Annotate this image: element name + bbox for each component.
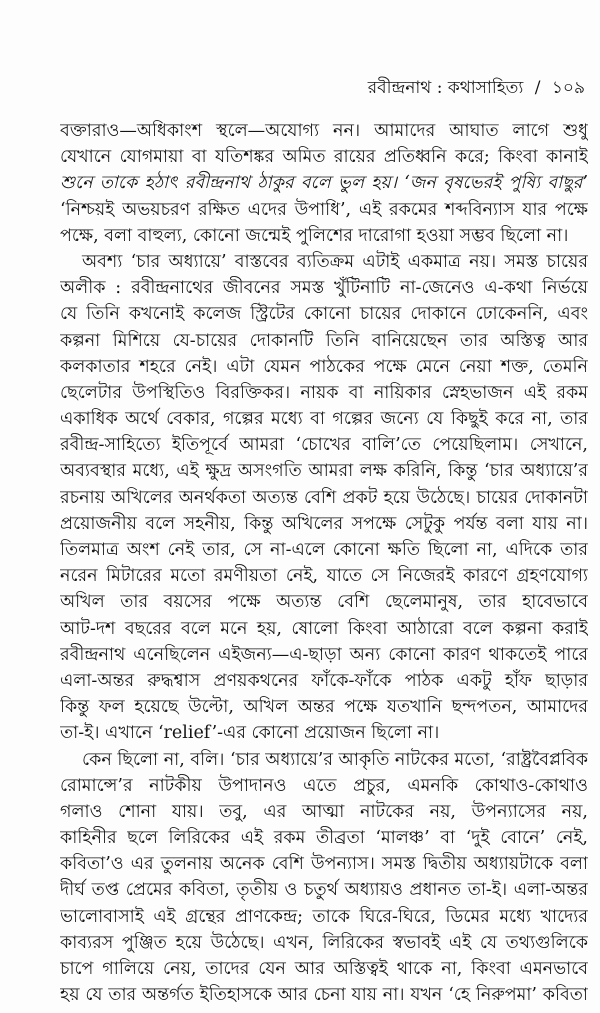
paragraph <box>60 249 588 747</box>
text-line: বক্তারাও—অধিকাংশ স্থলে—অযোগ্য নন। আমাদের আঘাত লাগে শুধু <box>60 121 588 141</box>
text-line: ভালোবাসাই এই গ্রন্থের প্রাণকেন্দ্র; তাকে ঘিরে-ঘিরে, ডিমের মধ্যে খাদ্যের <box>60 906 588 927</box>
text-line: কাব্যরস পুঞ্জিত হয়ে উঠেছে। এখন, লিরিকের স্বভাবই এই যে তথ্যগুলিকে <box>60 932 588 953</box>
text-line: হয় যে তার অন্তর্গত ইতিহাসকে আর চেনা যায় না। যখন ‘হে নিরুপমা’ কবিতা <box>60 985 588 1006</box>
text-line: এলা-অন্তর রুদ্ধশ্বাস প্রণয়কথনের ফাঁকে-ফাঁকে পাঠক একটু হাঁফ ছাড়ার <box>60 670 588 691</box>
text-line: অবশ্য ‘চার অধ্যায়ে’ বাস্তবের ব্যতিক্রম এটাই একমাত্র নয়। সমস্ত চায়ের <box>82 251 588 272</box>
page-number: ১০৯ <box>551 78 585 98</box>
text-line: রবীন্দ্রনাথ এনেছিলেন এইজন্য—এ-ছাড়া অন্য কোনো কারণ থাকতেই পারে <box>60 644 588 665</box>
text-line: তা-ই। এখানে ‘relief’-এর কোনো প্রয়োজন ছিলো না। <box>60 723 440 744</box>
text-line: গলাও শোনা যায়। তবু, এর আত্মা নাটকের নয়, উপন্যাসের নয়, <box>60 801 588 822</box>
text-line: নরেন মিটারের মতো রমণীয়তা নেই, যাতে সে নিজেরই কারণে গ্রহণযোগ্য <box>60 566 588 587</box>
text-line: কিন্তু ফল হয়েছে উল্টো, অখিল অন্তর পক্ষে যতখানি ছন্দপতন, আমাদের <box>60 697 588 718</box>
paragraph <box>60 747 588 1009</box>
text-line: ছেলেটার উপস্থিতিও বিরক্তিকর। নায়ক বা নায়িকার স্নেহভাজন এই রকম <box>60 382 588 403</box>
text-line: যেখানে যোগমায়া বা যতিশঙ্কর অমিত রায়ের প্রতিধ্বনি করে; কিংবা কানাই <box>60 147 588 168</box>
text-line: একাধিক অর্থে বেকার, গল্পের মধ্যে বা গল্পের জন্যে যে কিছুই করে না, তার <box>60 409 588 430</box>
text-line: কেন ছিলো না, বলি। ‘চার অধ্যায়ে’র আকৃতি নাটকের মতো, ‘রাষ্ট্রবৈপ্লবিক <box>82 749 588 770</box>
text-line: তিলমাত্র অংশ নেই তার, সে না-এলে কোনো ক্ষতি ছিলো না, এদিকে তার <box>60 540 588 560</box>
text-line: অলীক : রবীন্দ্রনাথের জীবনের সমস্ত খুঁটিনাটি না-জেনেও এ-কথা নির্ভয়ে <box>60 278 588 299</box>
text-line: পক্ষে, বলা বাহুল্য, কোনো জন্মেই পুলিশের দারোগা হওয়া সম্ভব ছিলো না। <box>60 225 569 246</box>
text-line: অব্যবস্থার মধ্যে, এই ক্ষুদ্র অসংগতি আমরা লক্ষ করিনি, কিন্তু ‘চার অধ্যায়ে’র <box>60 461 588 482</box>
text-line: ‘নিশ্চয়ই অভয়চরণ রক্ষিত এদের উপাধি’, এই রকমের শব্দবিন্যাস যার পক্ষে <box>60 199 588 220</box>
emphasized-text: শুনে তাকে হঠাৎ রবীন্দ্রনাথ ঠাকুর বলে ভুল হয়। ‘জন বৃষভেরই পুষ্যি বাছুর’ <box>60 173 588 194</box>
text-line: কলকাতার শহরে নেই। এটা যেমন পাঠকের পক্ষে মেনে নেয়া শক্ত, তেমনি <box>60 356 588 377</box>
paragraph <box>60 118 588 249</box>
text-line: আট-দশ বছরের বলে মনে হয়, ষোলো কিংবা আঠারো বলে কল্পনা করাই <box>60 618 588 639</box>
text-line: যে তিনি কখনোই কলেজ স্ট্রিটের কোনো চায়ের দোকানে ঢোকেননি, এবং <box>60 304 588 325</box>
text-line: দীর্ঘ তপ্ত প্রেমের কবিতা, তৃতীয় ও চতুর্থ অধ্যায়ও প্রধানত তা-ই। এলা-অন্তর <box>60 880 588 901</box>
text-line: অখিল তার বয়সের পক্ষে অত্যন্ত বেশি ছেলেমানুষ, তার হাবেভাবে <box>60 592 588 613</box>
running-head <box>368 74 585 102</box>
text-line: কল্পনা মিশিয়ে যে-চায়ের দোকানটি তিনি বানিয়েছেন তার অস্তিত্ব আর <box>60 330 588 351</box>
text-line: কাহিনীর ছলে লিরিকের এই রকম তীব্রতা ‘মালঞ্চ’ বা ‘দুই বোনে’ নেই, <box>60 828 588 849</box>
text-line: কবিতা’ও এর তুলনায় অনেক বেশি উপন্যাস। সমস্ত দ্বিতীয় অধ্যায়টাকে বলা <box>60 854 588 875</box>
text-line: রোমান্সে’র নাটকীয় উপাদানও এতে প্রচুর, এমনকি কোথাও-কোথাও <box>60 775 588 796</box>
running-head-separator: / <box>534 78 541 98</box>
text-line: চাপে গালিয়ে নেয়, তাদের যেন আর অস্তিত্বই থাকে না, কিংবা এমনভাবে <box>60 959 588 979</box>
text-line: রচনায় অখিলের অনর্থকতা অত্যন্ত বেশি প্রকট হয়ে উঠেছে। চায়ের দোকানটা <box>60 487 588 508</box>
body-text <box>60 118 588 1008</box>
text-line: প্রয়োজনীয় বলে সহনীয়, কিন্তু অখিলের সপক্ষে সেটুকু পর্যন্ত বলা যায় না। <box>60 513 588 534</box>
running-head-title: রবীন্দ্রনাথ : কথাসাহিত্য <box>367 78 524 98</box>
text-line: রবীন্দ্র-সাহিত্যে ইতিপূর্বে আমরা ‘চোখের বালি’তে পেয়েছিলাম। সেখানে, <box>60 435 588 456</box>
text-line <box>60 170 588 196</box>
